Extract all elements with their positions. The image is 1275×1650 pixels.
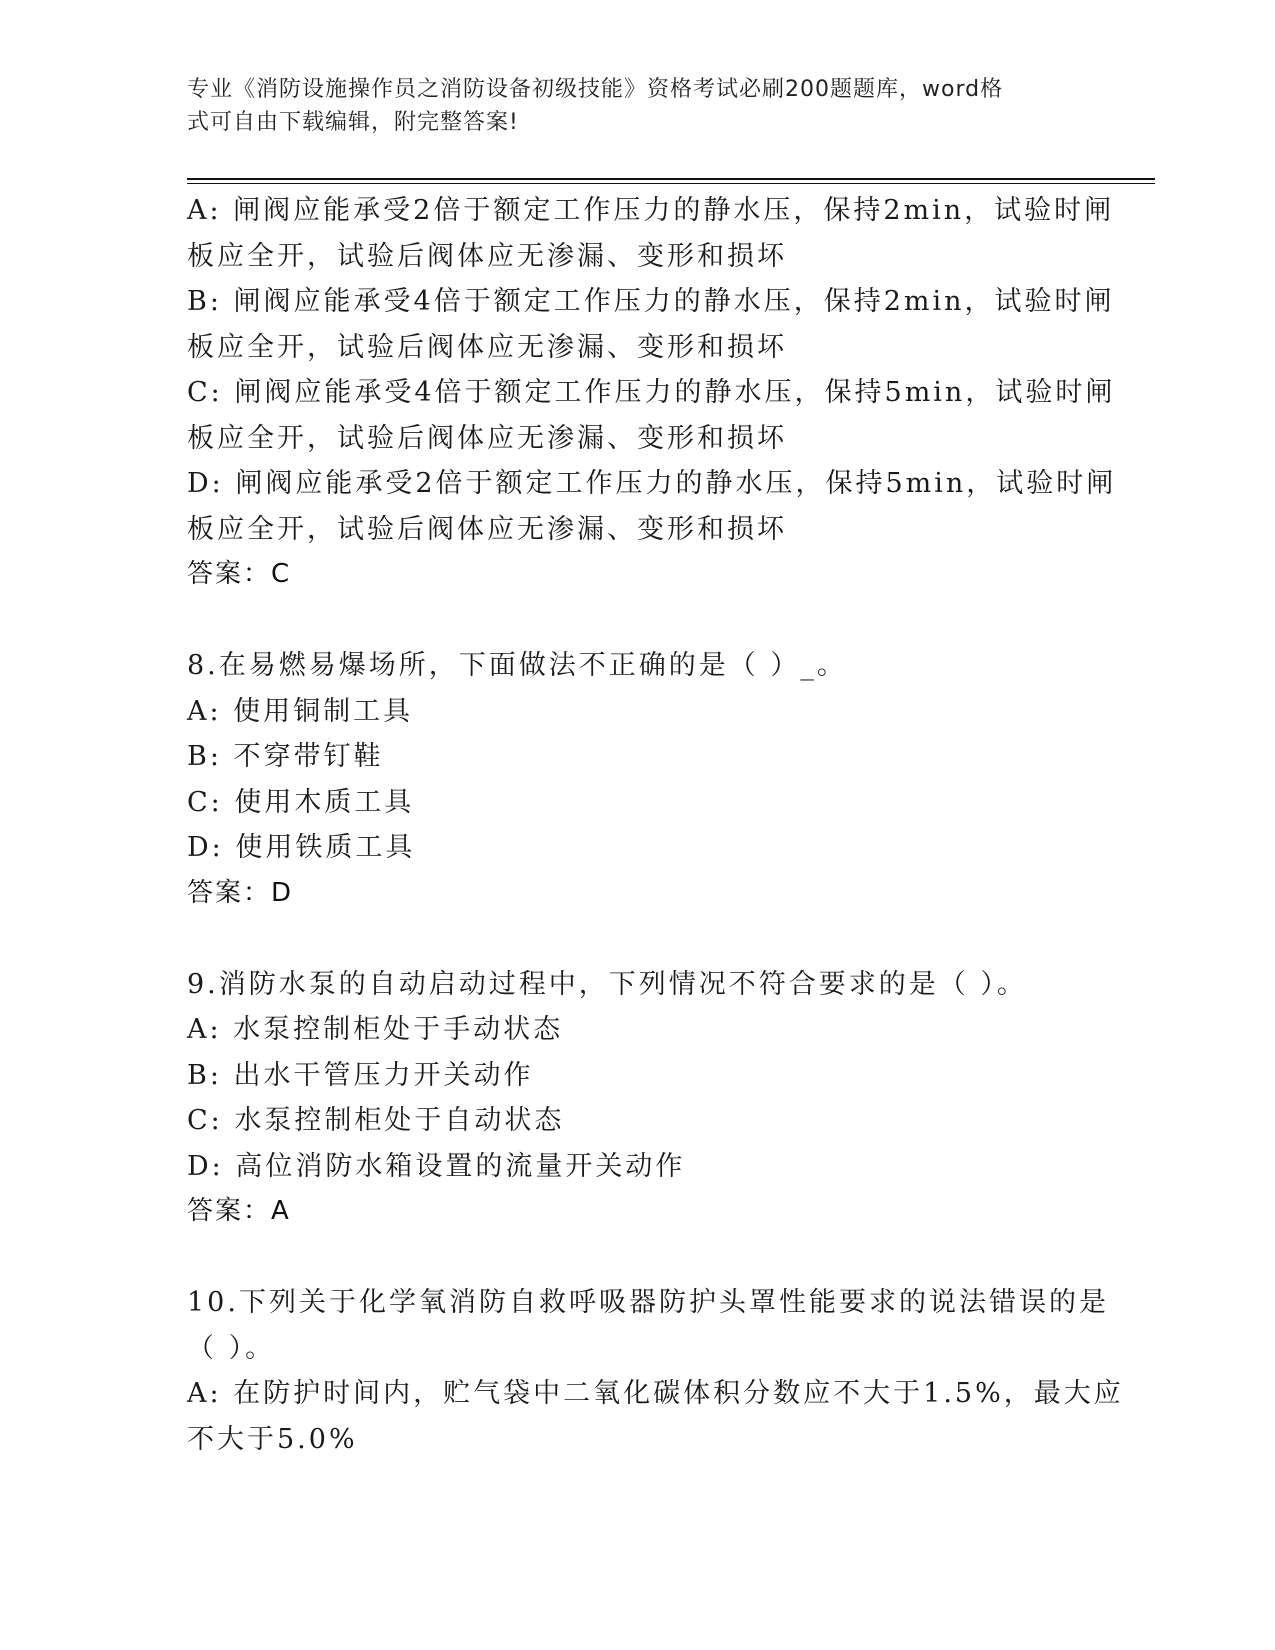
spacer <box>187 916 1087 962</box>
document-header <box>187 73 1067 139</box>
q7-option-b-line1: B: 闸阀应能承受4倍于额定工作压力的静水压，保持2min，试验时闸 <box>187 286 1115 317</box>
q7-answer: 答案：C <box>187 559 292 589</box>
question-9 <box>187 962 1087 1235</box>
q9-option-b: B: 出水干管压力开关动作 <box>187 1059 534 1091</box>
q8-answer: 答案：D <box>187 877 294 908</box>
header-divider-thin <box>187 183 1155 184</box>
q9-answer: 答案：A <box>187 1196 291 1226</box>
question-10 <box>187 1280 1124 1462</box>
q8-option-a: A: 使用铜制工具 <box>187 695 414 727</box>
q9-option-c: C: 水泵控制柜处于自动状态 <box>187 1105 565 1136</box>
q7-option-d-line1: D: 闸阀应能承受2倍于额定工作压力的静水压，保持5min，试验时闸 <box>187 468 1117 499</box>
q8-question-text: 8.在易燃易爆场所，下面做法不正确的是（ ）_。 <box>187 650 847 681</box>
q7-option-a-line2: 板应全开，试验后阀体应无渗漏、变形和损坏 <box>187 240 787 272</box>
q9-option-a: A: 水泵控制柜处于手动状态 <box>187 1014 564 1045</box>
q10-option-a-line1: A: 在防护时间内，贮气袋中二氧化碳体积分数应不大于1.5%，最大应 <box>187 1378 1124 1409</box>
header-divider-thick <box>187 178 1155 180</box>
q8-option-d: D: 使用铁质工具 <box>187 832 416 863</box>
q7-option-c-line2: 板应全开，试验后阀体应无渗漏、变形和损坏 <box>187 422 787 454</box>
question-content <box>187 188 1124 1462</box>
q9-question-text: 9.消防水泵的自动启动过程中，下列情况不符合要求的是（ ）。 <box>187 968 1027 1000</box>
spacer <box>187 1235 1087 1281</box>
q7-option-a-line1: A: 闸阀应能承受2倍于额定工作压力的静水压，保持2min，试验时闸 <box>187 195 1115 226</box>
header-line-1: 专业《消防设施操作员之消防设备初级技能》资格考试必刷200题题库，word格 <box>187 77 1004 102</box>
q8-option-b: B: 不穿带钉鞋 <box>187 741 384 772</box>
q7-option-d-line2: 板应全开，试验后阀体应无渗漏、变形和损坏 <box>187 513 787 545</box>
q10-question-line2: （ ）。 <box>187 1332 276 1364</box>
q7-option-b-line2: 板应全开，试验后阀体应无渗漏、变形和损坏 <box>187 331 787 363</box>
q8-option-c: C: 使用木质工具 <box>187 786 415 818</box>
question-8 <box>187 643 1087 916</box>
spacer <box>187 598 1087 644</box>
q7-option-c-line1: C: 闸阀应能承受4倍于额定工作压力的静水压，保持5min，试验时闸 <box>187 377 1116 408</box>
q10-option-a-line2: 不大于5.0% <box>187 1423 358 1455</box>
q9-option-d: D: 高位消防水箱设置的流量开关动作 <box>187 1150 686 1182</box>
q10-question-line1: 10.下列关于化学氧消防自救呼吸器防护头罩性能要求的说法错误的是 <box>187 1287 1109 1318</box>
question-7-options <box>187 188 1117 598</box>
header-line-2: 式可自由下载编辑，附完整答案! <box>187 110 519 135</box>
